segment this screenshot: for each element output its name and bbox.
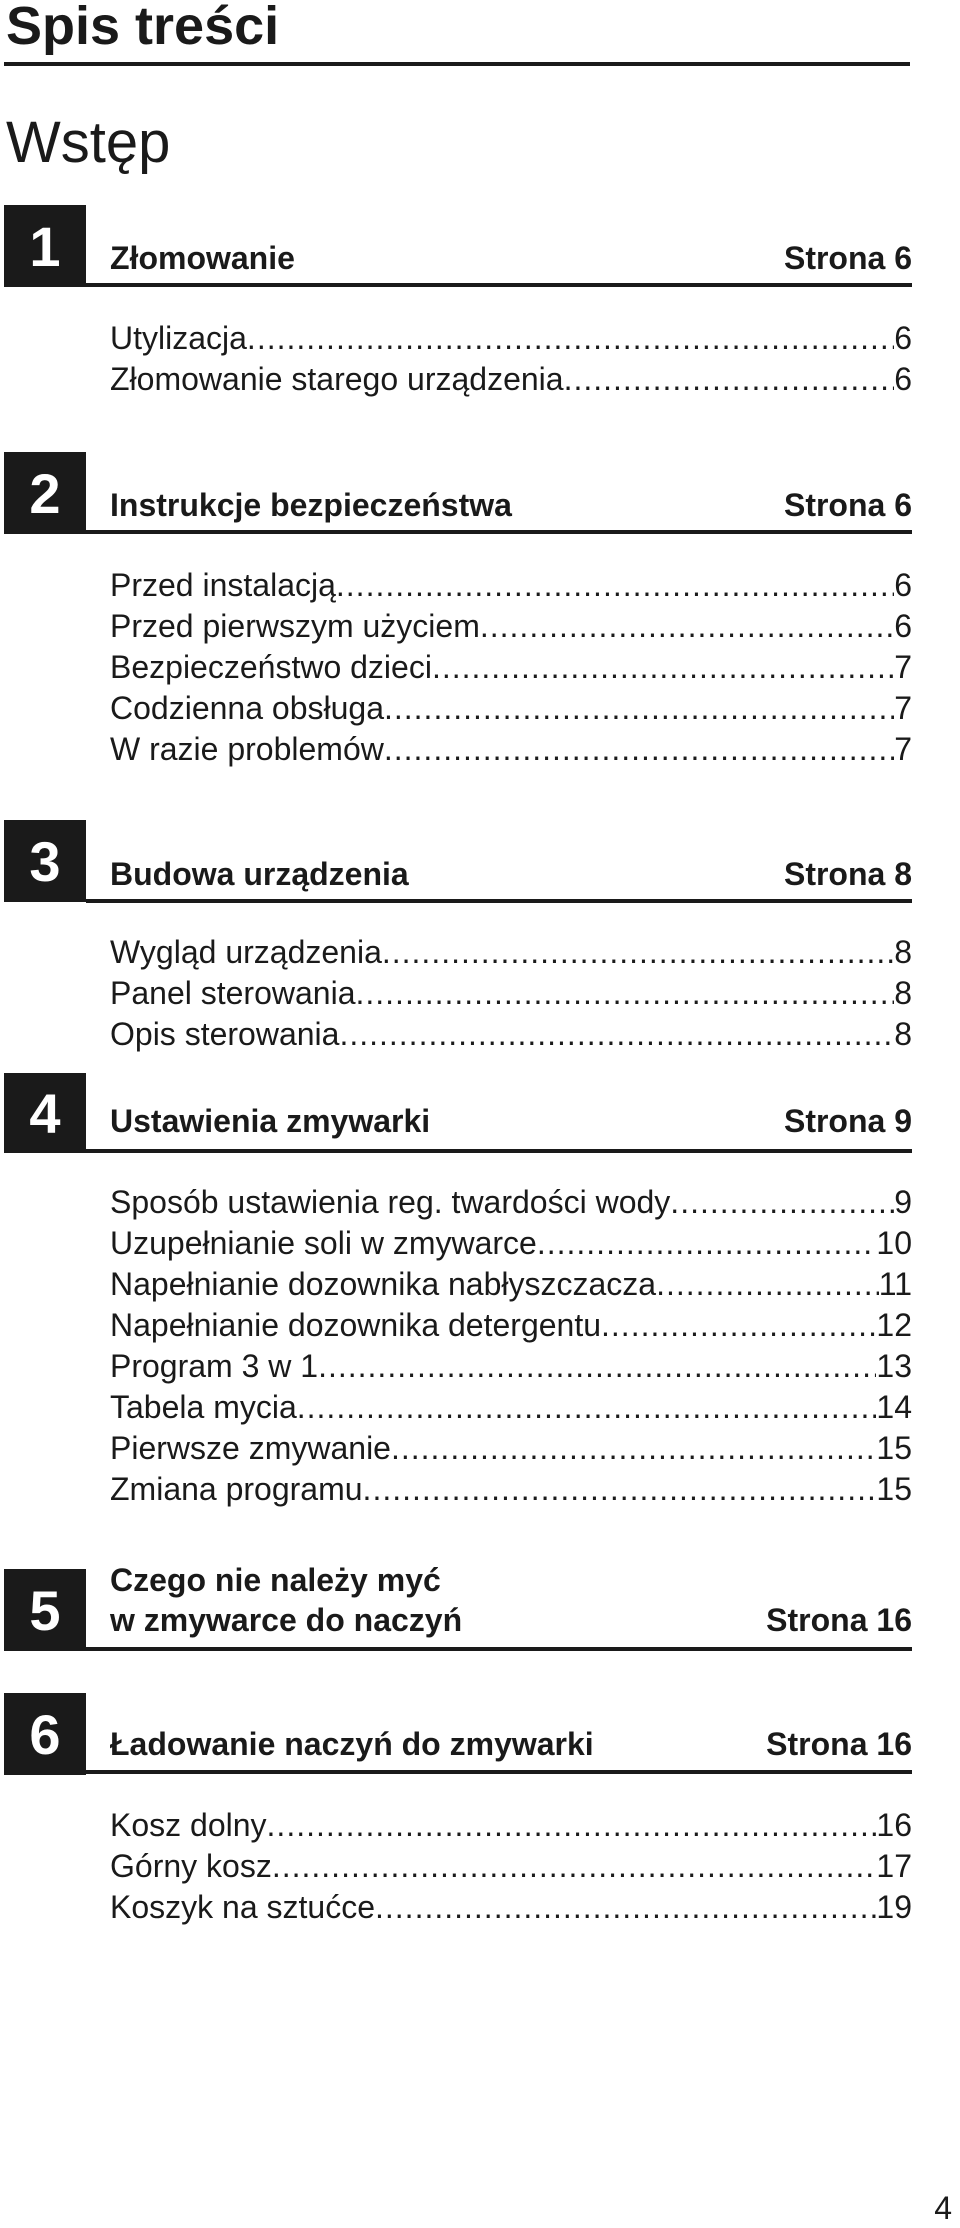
dot-leader bbox=[272, 1846, 877, 1887]
chapter-title bbox=[110, 1560, 462, 1640]
toc-entry-label: Wygląd urządzenia bbox=[110, 934, 382, 970]
toc-entry-page: 10 bbox=[876, 1225, 912, 1261]
chapter-divider bbox=[86, 530, 912, 534]
dot-leader bbox=[267, 1805, 877, 1846]
toc-entry-page: 8 bbox=[894, 934, 912, 970]
toc-entry[interactable] bbox=[110, 1428, 912, 1469]
toc-entry-page: 11 bbox=[878, 1266, 912, 1302]
toc-entry-page: 15 bbox=[876, 1471, 912, 1507]
toc-entry-label: Program 3 w 1 bbox=[110, 1348, 319, 1384]
toc-entry-label: Opis sterowania bbox=[110, 1016, 340, 1052]
toc-entry-label: Bezpieczeństwo dzieci bbox=[110, 649, 432, 685]
toc-entry-page: 6 bbox=[894, 361, 912, 397]
chapter-number-badge: 4 bbox=[4, 1073, 86, 1153]
toc-entry-page: 6 bbox=[894, 320, 912, 356]
dot-leader bbox=[564, 359, 895, 400]
dot-leader bbox=[375, 1887, 876, 1928]
toc-entry[interactable] bbox=[110, 1387, 912, 1428]
chapter-page-ref: Strona 6 bbox=[783, 240, 912, 276]
chapter-heading[interactable] bbox=[110, 178, 912, 278]
chapter-title bbox=[110, 485, 512, 525]
dot-leader bbox=[336, 565, 894, 606]
toc-entry-label: Codzienna obsługa bbox=[110, 690, 384, 726]
toc-entry-page: 17 bbox=[876, 1848, 912, 1884]
toc-entry-page: 7 bbox=[894, 690, 912, 726]
chapter-number-badge: 6 bbox=[4, 1693, 86, 1775]
chapter-page-ref: Strona 6 bbox=[783, 487, 912, 523]
toc-entry-label: Utylizacja bbox=[110, 320, 247, 356]
toc-entry[interactable] bbox=[110, 1846, 912, 1887]
toc-entry[interactable] bbox=[110, 688, 912, 729]
toc-entry-page: 15 bbox=[876, 1430, 912, 1466]
entry-list bbox=[110, 932, 912, 1055]
chapter-heading[interactable] bbox=[110, 1664, 912, 1764]
toc-entry-label: Napełnianie dozownika detergentu bbox=[110, 1307, 602, 1343]
toc-entry-label: Pierwsze zmywanie bbox=[110, 1430, 391, 1466]
toc-entry[interactable] bbox=[110, 1182, 912, 1223]
toc-entry[interactable] bbox=[110, 647, 912, 688]
dot-leader bbox=[601, 1305, 876, 1346]
chapter-heading[interactable] bbox=[110, 794, 912, 894]
toc-entry[interactable] bbox=[110, 729, 912, 770]
chapter-divider bbox=[86, 283, 912, 287]
chapter-heading[interactable] bbox=[110, 1041, 912, 1141]
chapter-title-line: w zmywarce do naczyń bbox=[110, 1602, 463, 1638]
toc-entry-page: 14 bbox=[876, 1389, 912, 1425]
title-divider bbox=[4, 62, 910, 66]
toc-entry[interactable] bbox=[110, 1469, 912, 1510]
chapter-number-badge: 5 bbox=[4, 1569, 86, 1651]
toc-entry[interactable] bbox=[110, 1223, 912, 1264]
chapter-title bbox=[110, 1724, 594, 1764]
dot-leader bbox=[384, 688, 894, 729]
chapter-title bbox=[110, 238, 295, 278]
chapter-title-line: Ustawienia zmywarki bbox=[110, 1103, 431, 1139]
chapter-page-ref: Strona 16 bbox=[766, 1602, 912, 1638]
toc-entry-label: Koszyk na sztućce bbox=[110, 1889, 375, 1925]
chapter-divider bbox=[86, 1149, 912, 1153]
entry-list bbox=[110, 565, 912, 770]
toc-entry-page: 13 bbox=[876, 1348, 912, 1384]
toc-entry-label: Zmiana programu bbox=[110, 1471, 363, 1507]
toc-entry-label: Przed instalacją bbox=[110, 567, 336, 603]
intro-heading: Wstęp bbox=[6, 110, 171, 175]
toc-entry-label: Panel sterowania bbox=[110, 975, 356, 1011]
toc-entry-page: 19 bbox=[876, 1889, 912, 1925]
chapter-title bbox=[110, 1101, 430, 1141]
toc-entry-label: Uzupełnianie soli w zmywarce bbox=[110, 1225, 537, 1261]
toc-entry-page: 7 bbox=[894, 731, 912, 767]
toc-entry-label: Kosz dolny bbox=[110, 1807, 267, 1843]
toc-entry[interactable] bbox=[110, 1305, 912, 1346]
toc-entry-page: 6 bbox=[894, 608, 912, 644]
toc-entry[interactable] bbox=[110, 1346, 912, 1387]
toc-entry-label: Górny kosz bbox=[110, 1848, 272, 1884]
toc-entry-label: Przed pierwszym użyciem bbox=[110, 608, 480, 644]
toc-entry[interactable] bbox=[110, 606, 912, 647]
toc-entry[interactable] bbox=[110, 565, 912, 606]
toc-entry-label: Złomowanie starego urządzenia bbox=[110, 361, 564, 397]
chapter-title bbox=[110, 854, 409, 894]
dot-leader bbox=[355, 973, 894, 1014]
chapter-title-line: Instrukcje bezpieczeństwa bbox=[110, 487, 512, 523]
toc-entry-page: 6 bbox=[894, 567, 912, 603]
dot-leader bbox=[432, 647, 894, 688]
dot-leader bbox=[382, 932, 894, 973]
dot-leader bbox=[391, 1428, 876, 1469]
toc-entry-page: 12 bbox=[876, 1307, 912, 1343]
toc-entry[interactable] bbox=[110, 1264, 912, 1305]
toc-entry-label: Tabela mycia bbox=[110, 1389, 297, 1425]
toc-entry-page: 7 bbox=[894, 649, 912, 685]
toc-entry-label: W razie problemów bbox=[110, 731, 384, 767]
toc-entry[interactable] bbox=[110, 973, 912, 1014]
toc-entry-label: Napełnianie dozownika nabłyszczacza bbox=[110, 1266, 657, 1302]
toc-entry[interactable] bbox=[110, 1805, 912, 1846]
chapter-divider bbox=[86, 1647, 912, 1651]
chapter-page-ref: Strona 9 bbox=[783, 1103, 912, 1139]
dot-leader bbox=[247, 318, 894, 359]
chapter-title-line: Budowa urządzenia bbox=[110, 856, 409, 892]
toc-entry-page: 9 bbox=[894, 1184, 912, 1220]
chapter-page-ref: Strona 8 bbox=[783, 856, 912, 892]
entry-list bbox=[110, 1182, 912, 1510]
dot-leader bbox=[363, 1469, 877, 1510]
chapter-heading[interactable] bbox=[110, 425, 912, 525]
toc-entry-page: 8 bbox=[894, 975, 912, 1011]
chapter-title-line: Ładowanie naczyń do zmywarki bbox=[110, 1726, 594, 1762]
toc-entry[interactable] bbox=[110, 932, 912, 973]
chapter-heading[interactable] bbox=[110, 1540, 912, 1640]
chapter-title-line: Czego nie należy myć bbox=[110, 1562, 441, 1598]
chapter-number-badge: 2 bbox=[4, 452, 86, 534]
chapter-page-ref: Strona 16 bbox=[766, 1726, 912, 1762]
toc-entry-label: Sposób ustawienia reg. twardości wody bbox=[110, 1184, 671, 1220]
dot-leader bbox=[480, 606, 894, 647]
dot-leader bbox=[656, 1264, 879, 1305]
toc-entry[interactable] bbox=[110, 359, 912, 400]
toc-entry-page: 16 bbox=[876, 1807, 912, 1843]
page-number: 4 bbox=[934, 2190, 952, 2226]
chapter-number-badge: 1 bbox=[4, 205, 86, 287]
toc-entry[interactable] bbox=[110, 1887, 912, 1928]
toc-entry-page: 8 bbox=[894, 1016, 912, 1052]
page-title: Spis treści bbox=[6, 0, 280, 56]
entry-list bbox=[110, 1805, 912, 1928]
chapter-divider bbox=[86, 1770, 912, 1774]
dot-leader bbox=[537, 1223, 877, 1264]
dot-leader bbox=[297, 1387, 877, 1428]
toc-entry[interactable] bbox=[110, 318, 912, 359]
chapter-divider bbox=[86, 899, 912, 903]
entry-list bbox=[110, 318, 912, 400]
chapter-number-badge: 3 bbox=[4, 820, 86, 902]
dot-leader bbox=[318, 1346, 876, 1387]
dot-leader bbox=[384, 729, 894, 770]
dot-leader bbox=[670, 1182, 894, 1223]
chapter-title-line: Złomowanie bbox=[110, 240, 295, 276]
